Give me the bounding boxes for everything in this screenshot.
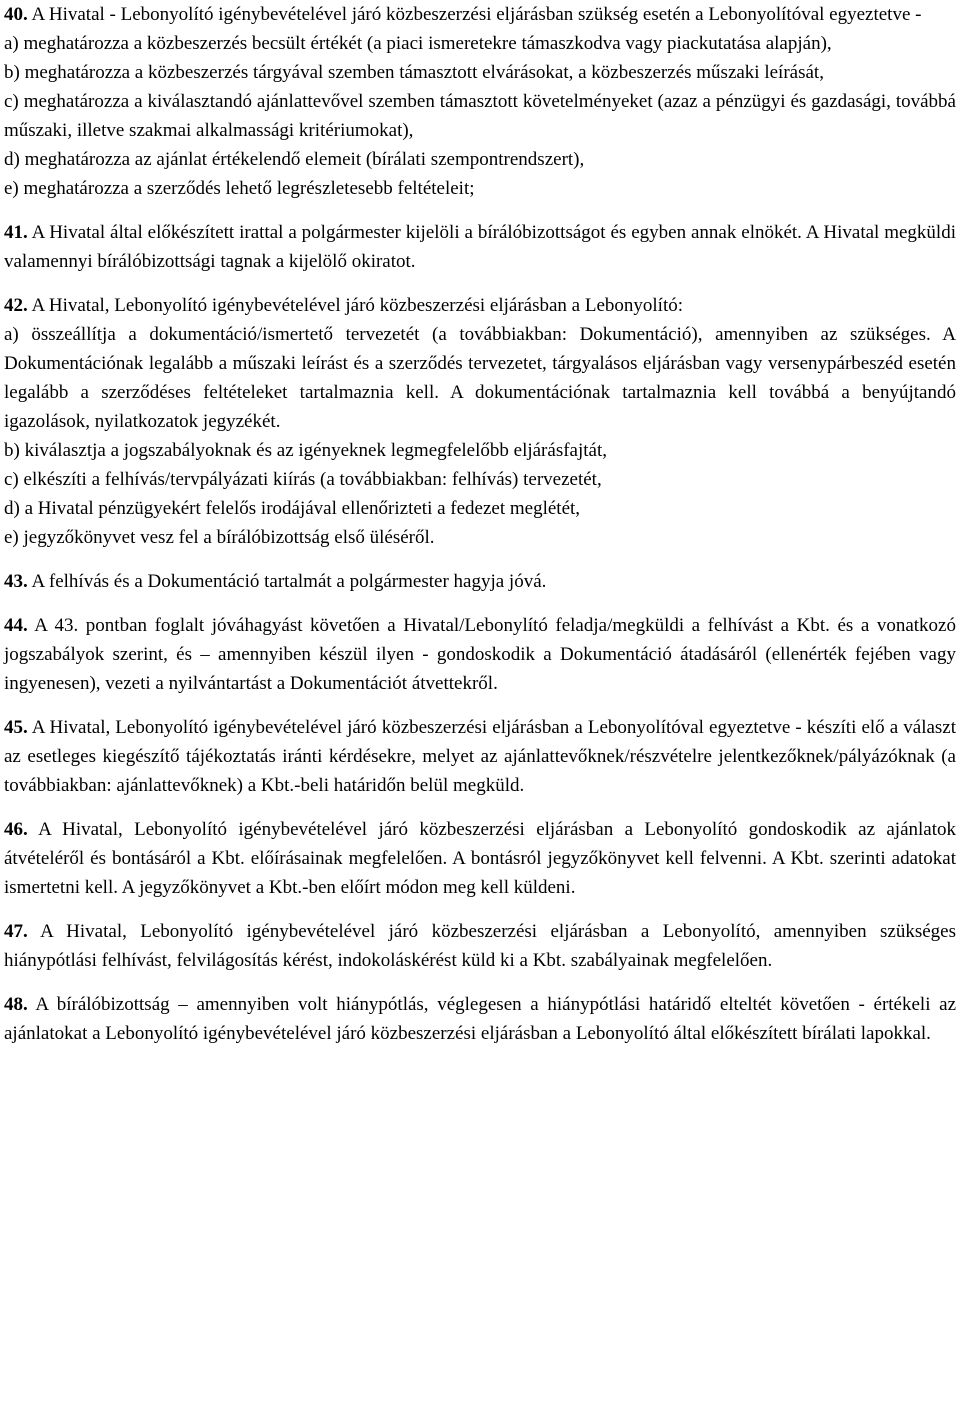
section-text: A 43. pontban foglalt jóváhagyást követően a Hivatal/Lebonylító feladja/megküldi a felhívást a Kbt. és a vonatkozó jogszabályok szerint, és – amennyiben készül ilyen - gondoskodik a Dokumentáció átadásáról (ellenérték fejében vagy ingyenesen), vezeti a nyilvántartást a Dokumentációt átvettekről. [4,615,956,694]
section-43 [4,567,956,596]
section-number: 40. [4,4,28,25]
section-45 [4,713,956,800]
list-item: c) elkészíti a felhívás/tervpályázati kiírás (a továbbiakban: felhívás) tervezetét, [4,469,602,490]
section-42 [4,291,956,552]
list-item: a) összeállítja a dokumentáció/ismertető tervezetét (a továbbiakban: Dokumentáció), amennyiben az szükséges. A Dokumentációnak legalább a műszaki leírást és a szerződés tervezetet, tárgyalásos eljárásban vagy versenypárbeszéd esetén legalább a szerződéses feltételeket tartalmaznia kell. A dokumentációnak tartalmaznia kell továbbá a benyújtandó igazolások, nyilatkozatok jegyzékét. [4,324,956,432]
section-text: A Hivatal által előkészített irattal a polgármester kijelöli a bírálóbizottságot és egyben annak elnökét. A Hivatal megküldi valamennyi bírálóbizottsági tagnak a kijelölő okiratot. [4,222,956,272]
section-text: A felhívás és a Dokumentáció tartalmát a polgármester hagyja jóvá. [31,571,547,592]
list-item: d) a Hivatal pénzügyekért felelős irodájával ellenőrizteti a fedezet meglétét, [4,498,581,519]
section-text: A Hivatal - Lebonyolító igénybevételével járó közbeszerzési eljárásban szükség esetén a Lebonyolítóval egyeztetve - [31,4,922,25]
section-number: 43. [4,571,28,592]
section-number: 44. [4,615,28,636]
section-text: A Hivatal, Lebonyolító igénybevételével járó közbeszerzési eljárásban a Lebonyolító: [31,295,684,316]
section-number: 47. [4,921,28,942]
section-48 [4,990,956,1048]
list-item: e) jegyzőkönyvet vesz fel a bírálóbizottság első üléséről. [4,527,435,548]
section-number: 48. [4,994,28,1015]
section-text: A Hivatal, Lebonyolító igénybevételével járó közbeszerzési eljárásban a Lebonyolítóval egyeztetve - készíti elő a választ az esetleges kiegészítő tájékoztatás iránti kérdésekre, melyet az ajánlattevőknek/részvételre jelentkezőknek/pályázóknak (a továbbiakban: ajánlattevőknek) a Kbt.-beli határidőn belül megküld. [4,717,957,796]
list-item: c) meghatározza a kiválasztandó ajánlattevővel szemben támasztott követelményeket (azaz a pénzügyi és gazdasági, továbbá műszaki, illetve szakmai alkalmassági kritériumokat), [4,91,956,141]
section-number: 46. [4,819,28,840]
section-text: A Hivatal, Lebonyolító igénybevételével járó közbeszerzési eljárásban a Lebonyolító, amennyiben szükséges hiánypótlási felhívást, felvilágosítás kérést, indokoláskérést küld ki a Kbt. szabályainak megfelelően. [4,921,956,971]
section-text: A Hivatal, Lebonyolító igénybevételével járó közbeszerzési eljárásban a Lebonyolító gondoskodik az ajánlatok átvételéről és bontásáról a Kbt. előírásainak megfelelően. A bontásról jegyzőkönyvet kell felvenni. A Kbt. szerinti adatokat ismertetni kell. A jegyzőkönyvet a Kbt.-ben előírt módon meg kell küldeni. [4,819,956,898]
list-item: e) meghatározza a szerződés lehető legrészletesebb feltételeit; [4,178,475,199]
list-item: b) kiválasztja a jogszabályoknak és az igényeknek legmegfelelőbb eljárásfajtát, [4,440,607,461]
section-46 [4,815,956,902]
section-number: 41. [4,222,28,243]
section-40 [4,0,956,203]
list-item: d) meghatározza az ajánlat értékelendő elemeit (bírálati szempontrendszert), [4,149,585,170]
section-number: 42. [4,295,28,316]
list-item: a) meghatározza a közbeszerzés becsült értékét (a piaci ismeretekre támaszkodva vagy piackutatása alapján), [4,33,832,54]
section-47 [4,917,956,975]
section-44 [4,611,956,698]
section-41 [4,218,956,276]
section-text: A bírálóbizottság – amennyiben volt hiánypótlás, véglegesen a hiánypótlási határidő elteltét követően - értékeli az ajánlatokat a Lebonyolító igénybevételével járó közbeszerzési eljárásban a Lebonyolító által előkészített bírálati lapokkal. [4,994,957,1044]
list-item: b) meghatározza a közbeszerzés tárgyával szemben támasztott elvárásokat, a közbeszerzés műszaki leírását, [4,62,824,83]
section-number: 45. [4,717,28,738]
